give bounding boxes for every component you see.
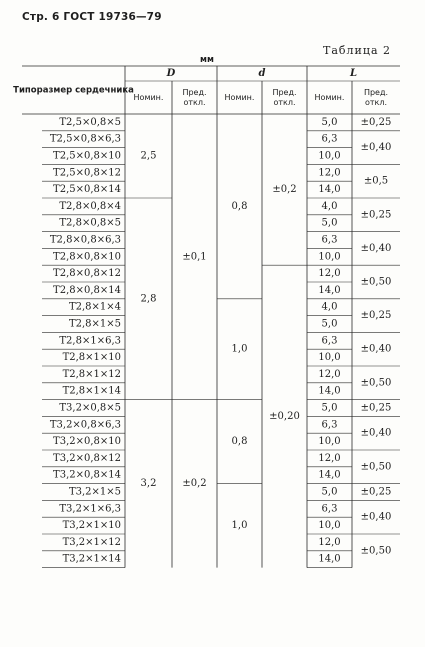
table-cell-d-tolerance: ±0,2 (272, 184, 297, 196)
table-cell-L-nominal: 12,0 (318, 167, 341, 179)
table-cell-L-nominal: 10,0 (318, 352, 341, 364)
header-type-size: Типоразмер сердечника (13, 85, 134, 96)
table-cell-L-nominal: 12,0 (318, 536, 341, 548)
table-row-type-size: Т2,5×0,8×10 (53, 150, 121, 162)
table-cell-L-nominal: 6,3 (321, 234, 338, 246)
table-row-type-size: Т3,2×1×12 (62, 536, 121, 548)
table-cell-L-nominal: 5,0 (321, 217, 338, 229)
table-cell-L-nominal: 6,3 (321, 503, 338, 515)
table-caption: Таблица 2 (323, 44, 391, 57)
table-cell-L-tolerance: ±0,50 (360, 461, 392, 473)
table-cell-L-nominal: 5,0 (321, 318, 338, 330)
table-cell-L-tolerance: ±0,40 (360, 427, 392, 439)
table-cell-D-nominal: 2,5 (140, 150, 157, 162)
header-tolerance-line2: откл. (364, 98, 388, 107)
page-header: Стр. 6 ГОСТ 19736—79 (22, 11, 162, 23)
table-row-type-size: Т3,2×0,8×6,3 (49, 419, 121, 431)
table-cell-L-nominal: 10,0 (318, 251, 341, 263)
table-row-type-size: Т2,8×0,8×6,3 (49, 234, 121, 246)
table-cell-L-nominal: 4,0 (321, 301, 338, 313)
table-cell-L-tolerance: ±0,40 (360, 343, 392, 355)
table-row-type-size: Т2,8×1×10 (62, 352, 121, 364)
header-tolerance-line2: откл. (273, 98, 296, 107)
table-cell-L-tolerance: ±0,50 (360, 545, 392, 557)
header-d: d (258, 68, 266, 79)
table-row-type-size: Т3,2×0,8×5 (59, 402, 121, 414)
header-L: L (349, 68, 358, 79)
table-cell-d-nominal: 0,8 (231, 436, 248, 448)
table-row-type-size: Т3,2×0,8×14 (53, 469, 121, 481)
table-cell-L-tolerance: ±0,25 (360, 486, 392, 498)
table-cell-D-nominal: 2,8 (140, 293, 157, 305)
table-cell-L-nominal: 10,0 (318, 520, 341, 532)
table-row-type-size: Т2,5×0,8×6,3 (49, 133, 121, 145)
table-row-type-size: Т2,5×0,8×5 (59, 116, 121, 128)
table-cell-L-nominal: 10,0 (318, 436, 341, 448)
table-row-type-size: Т2,8×0,8×10 (53, 251, 121, 263)
table-cell-L-nominal: 14,0 (318, 284, 341, 296)
table-cell-L-nominal: 12,0 (318, 268, 341, 280)
table-row-type-size: Т2,8×1×5 (68, 318, 121, 330)
table-cell-D-tolerance: ±0,2 (182, 478, 207, 490)
table-cell-L-nominal: 12,0 (318, 452, 341, 464)
table-cell-D-nominal: 3,2 (140, 478, 157, 490)
table-row-type-size: Т2,8×0,8×14 (53, 284, 121, 296)
table-cell-L-nominal: 10,0 (318, 150, 341, 162)
table-row-type-size: Т2,8×1×12 (62, 368, 121, 380)
table-cell-L-tolerance: ±0,40 (360, 142, 392, 154)
table-cell-L-tolerance: ±0,40 (360, 242, 392, 254)
table-cell-L-tolerance: ±0,25 (360, 209, 392, 221)
table-cell-L-tolerance: ±0,5 (363, 175, 389, 187)
header-nominal: Номин. (133, 93, 164, 102)
table-cell-D-tolerance: ±0,1 (182, 251, 207, 263)
table-row-type-size: Т2,8×1×14 (62, 385, 121, 397)
table-cell-L-tolerance: ±0,25 (360, 310, 392, 322)
header-tolerance-line1: Пред. (363, 88, 389, 97)
table-row-type-size: Т3,2×1×14 (62, 553, 121, 565)
table-cell-L-nominal: 5,0 (321, 116, 338, 128)
table-cell-L-tolerance: ±0,40 (360, 511, 392, 523)
header-tolerance-line1: Пред. (272, 88, 297, 97)
table-row-type-size: Т3,2×1×6,3 (59, 503, 121, 515)
table-row-type-size: Т2,8×1×6,3 (59, 335, 121, 347)
header-nominal: Номин. (314, 93, 345, 102)
table-row-type-size: Т2,8×0,8×4 (59, 200, 121, 212)
header-tolerance-line2: откл. (183, 98, 206, 107)
table-cell-L-nominal: 5,0 (321, 402, 338, 414)
table-row-type-size: Т3,2×1×5 (68, 486, 121, 498)
table-cell-L-nominal: 14,0 (318, 469, 341, 481)
table-cell-L-nominal: 6,3 (321, 335, 338, 347)
table-row-type-size: Т2,5×0,8×14 (53, 184, 121, 196)
table-cell-d-nominal: 1,0 (231, 520, 248, 532)
table-cell-L-nominal: 6,3 (321, 133, 338, 145)
table-row-type-size: Т3,2×0,8×10 (53, 436, 121, 448)
table-cell-L-tolerance: ±0,25 (360, 116, 392, 128)
unit-label: мм (200, 55, 214, 65)
table-cell-L-tolerance: ±0,50 (360, 377, 392, 389)
table-cell-d-nominal: 0,8 (231, 200, 248, 212)
table-cell-L-nominal: 14,0 (318, 553, 341, 565)
table-cell-L-nominal: 14,0 (318, 184, 341, 196)
table-cell-L-nominal: 12,0 (318, 368, 341, 380)
table-row-type-size: Т2,8×1×4 (68, 301, 121, 313)
table-row-type-size: Т3,2×0,8×12 (53, 452, 121, 464)
table-cell-L-tolerance: ±0,50 (360, 276, 392, 288)
table-cell-L-nominal: 4,0 (321, 200, 338, 212)
table-row-type-size: Т2,8×0,8×12 (53, 268, 121, 280)
header-D: D (166, 68, 176, 79)
header-nominal: Номин. (224, 93, 255, 102)
table-cell-d-nominal: 1,0 (231, 343, 248, 355)
table-cell-L-nominal: 5,0 (321, 486, 338, 498)
table-row-type-size: Т2,8×0,8×5 (59, 217, 121, 229)
header-tolerance-line1: Пред. (182, 88, 207, 97)
table-cell-L-nominal: 14,0 (318, 385, 341, 397)
table-cell-L-nominal: 6,3 (321, 419, 338, 431)
table-row-type-size: Т3,2×1×10 (62, 520, 121, 532)
table-row-type-size: Т2,5×0,8×12 (53, 167, 121, 179)
table-cell-d-tolerance: ±0,20 (269, 410, 300, 422)
table-cell-L-tolerance: ±0,25 (360, 402, 392, 414)
